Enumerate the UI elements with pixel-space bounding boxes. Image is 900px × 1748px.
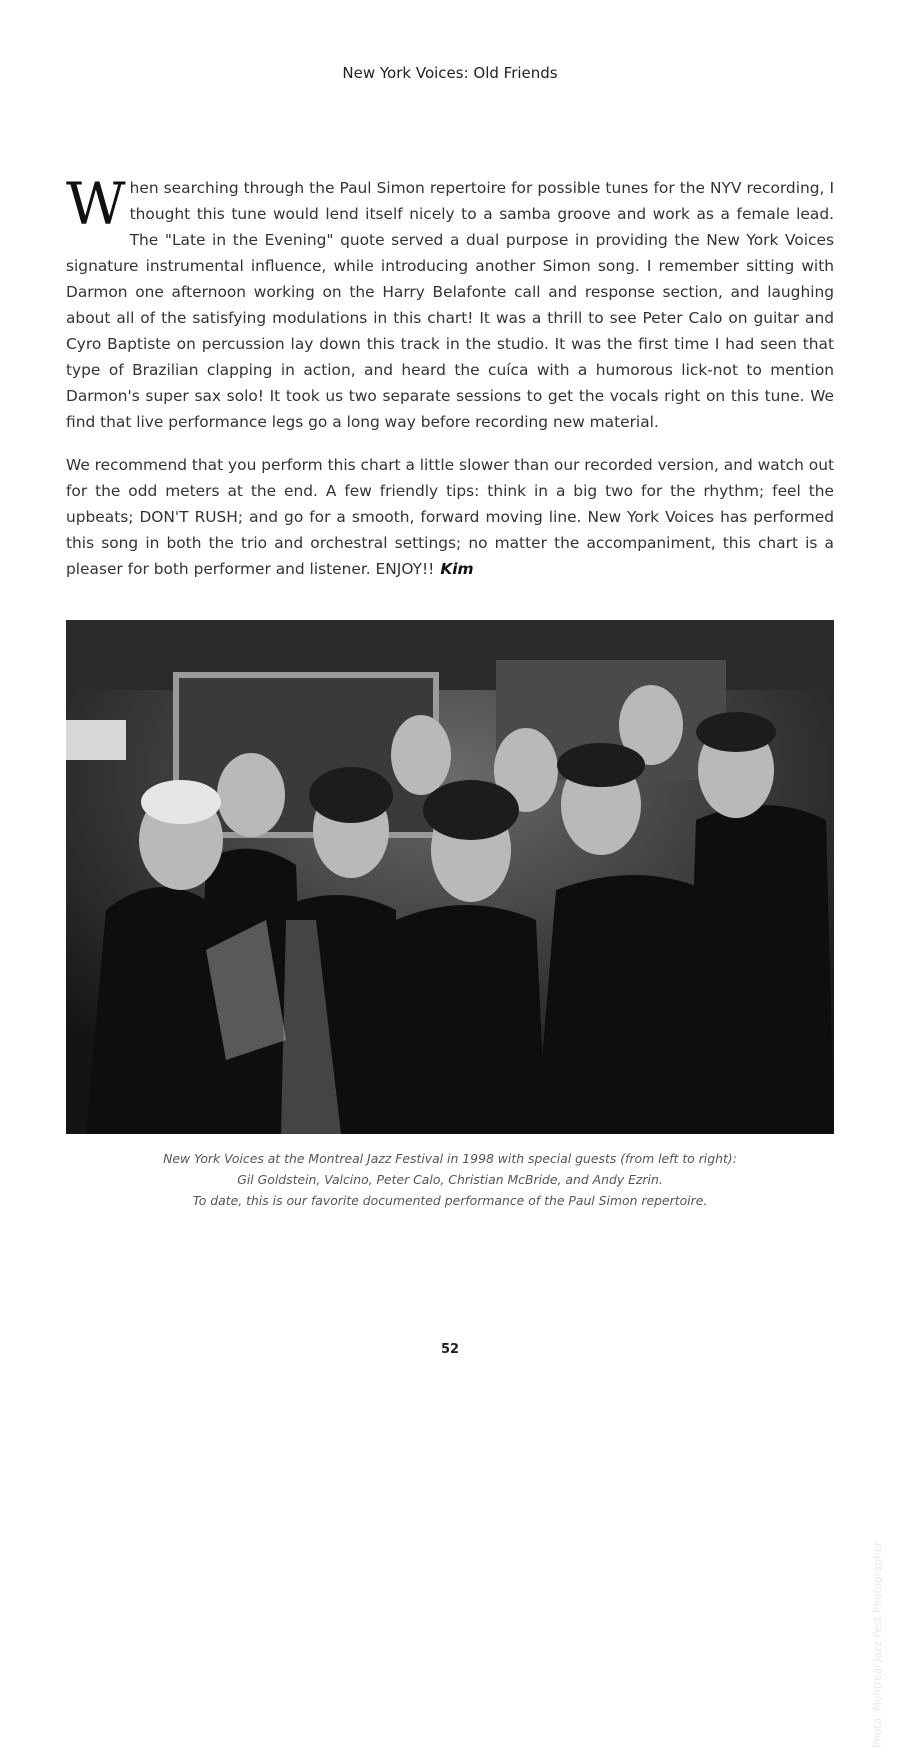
author-signature: Kim: [440, 560, 474, 578]
caption-line-2: Gil Goldstein, Valcino, Peter Calo, Christian McBride, and Andy Ezrin.: [237, 1172, 663, 1187]
group-photo-illustration: [66, 620, 834, 1134]
running-header: New York Voices: Old Friends: [342, 64, 558, 82]
caption-line-3: To date, this is our favorite documented performance of the Paul Simon repertoire.: [192, 1193, 708, 1208]
paragraph-2-text: We recommend that you perform this chart a little slower than our recorded version, and watch out for the odd meters at the end. A few friendly tips: think in a big two for the rhythm; feel the upbeats; DON'T RUSH; and go for a smooth, forward moving line. New York Voices has performed this song in both the trio and orchestral settings; no matter the accompaniment, this chart is a pleaser for both performer and listener. ENJOY!!: [66, 456, 834, 578]
photo-caption: [0, 1148, 900, 1211]
paragraph-1: [66, 170, 834, 435]
caption-line-1: New York Voices at the Montreal Jazz Festival in 1998 with special guests (from left to right):: [163, 1151, 737, 1166]
drop-cap: W: [66, 170, 126, 238]
paragraph-1-text: hen searching through the Paul Simon repertoire for possible tunes for the NYV recording, I thought this tune would lend itself nicely to a samba groove and work as a female lead. The "Late in the Evening" quote served a dual purpose in providing the New York Voices signature instrumental influence, while introducing another Simon song. I remember sitting with Darmon one afternoon working on the Harry Belafonte call and response section, and laughing about all of the satisfying modulations in this chart! It was a thrill to see Peter Calo on guitar and Cyro Baptiste on percussion lay down this track in the studio. It was the first time I had seen that type of Brazilian clapping in action, and heard the cuíca with a humorous lick-not to mention Darmon's super sax solo! It took us two separate sessions to get the vocals right on this tune. We find that live performance legs go a long way before recording new material.: [66, 179, 834, 431]
photo-credit: Photo: Montreal Jazz Fest Photographer: [872, 1541, 884, 1748]
page-number: 52: [440, 1342, 460, 1357]
paragraph-2: [66, 452, 834, 582]
